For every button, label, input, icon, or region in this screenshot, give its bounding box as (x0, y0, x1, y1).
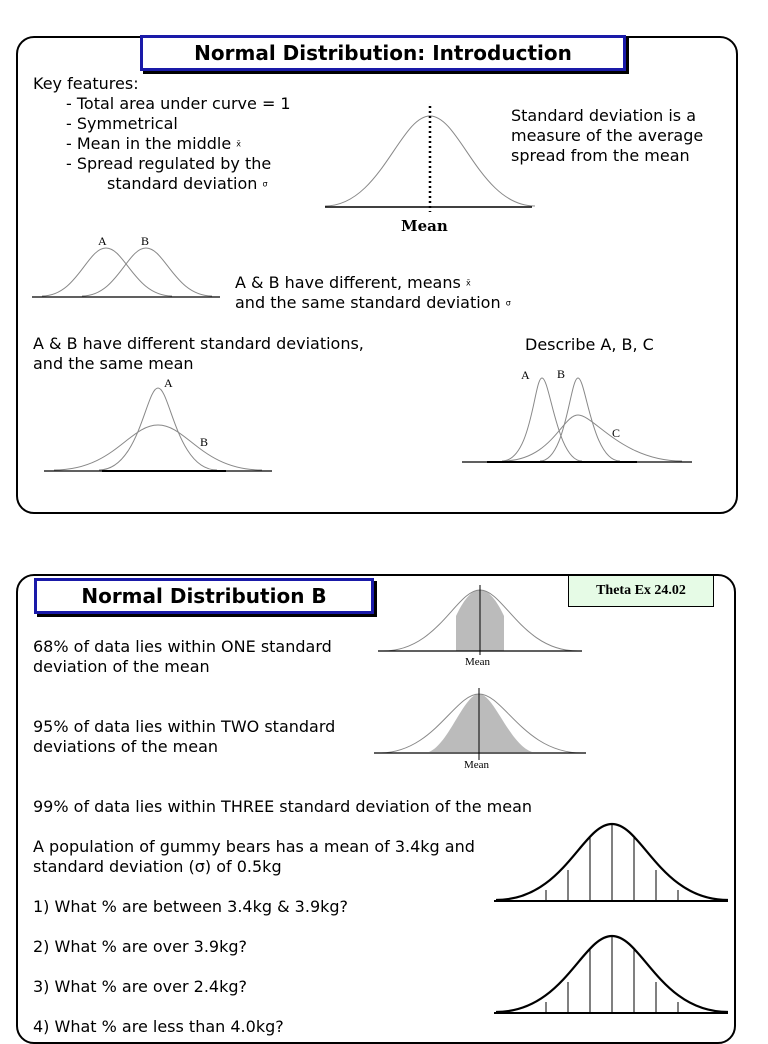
feature-item: - Spread regulated by the (66, 154, 272, 173)
sd-curve-diagram-1 (494, 820, 730, 906)
sd-curve-diagram-2 (494, 932, 730, 1018)
mean-label: Mean (401, 217, 448, 235)
describe-text: Describe A, B, C (525, 335, 654, 354)
question-4: 4) What % are less than 4.0kg? (33, 1017, 284, 1036)
sd-description: Standard deviation is a (511, 106, 696, 125)
describe-abc-diagram (462, 370, 694, 466)
curve-a (42, 248, 172, 296)
curve-b-wide (54, 425, 262, 470)
curve-95-diagram (374, 688, 588, 760)
feature-item: standard deviation σ (107, 174, 268, 193)
question-3: 3) What % are over 2.4kg? (33, 977, 248, 996)
rule-99: 99% of data lies within THREE standard deviation of the mean (33, 797, 533, 816)
curve-c (502, 415, 682, 461)
feature-item: - Total area under curve = 1 (66, 94, 291, 113)
label-b: B (141, 234, 150, 248)
sd-description: spread from the mean (511, 146, 690, 165)
slide-b-title: Normal Distribution B (34, 578, 374, 614)
rule-95: 95% of data lies within TWO standard (33, 717, 336, 736)
mean-label: Mean (465, 656, 491, 668)
diff-means-text: and the same standard deviation σ (235, 293, 511, 312)
diff-means-text: A & B have different, means x̄ (235, 273, 471, 292)
question-1: 1) What % are between 3.4kg & 3.9kg? (33, 897, 349, 916)
label-a: A (98, 234, 107, 248)
diff-means-diagram (32, 240, 222, 304)
curve-b (82, 248, 212, 296)
diff-sd-diagram (44, 380, 274, 480)
shaded-95-area (429, 694, 532, 752)
curve-a (502, 378, 582, 461)
feature-item: - Mean in the middle x̄ (66, 134, 242, 153)
question-2: 2) What % are over 3.9kg? (33, 937, 248, 956)
diff-sd-text: and the same mean (33, 354, 194, 373)
mean-label: Mean (464, 759, 490, 771)
label-a: A (521, 368, 530, 382)
mean-symbol: x̄ (236, 139, 242, 149)
curve-a-narrow (99, 388, 217, 470)
slide-intro-title: Normal Distribution: Introduction (140, 35, 626, 71)
diff-sd-text: A & B have different standard deviations, (33, 334, 364, 353)
key-features-heading: Key features: (33, 74, 139, 93)
curve-b (540, 378, 620, 461)
feature-item: - Symmetrical (66, 114, 178, 133)
rule-68: 68% of data lies within ONE standard (33, 637, 332, 656)
curve-68-diagram (378, 585, 588, 657)
exercise-badge: Theta Ex 24.02 (568, 575, 714, 607)
label-b: B (200, 435, 209, 449)
rule-95: deviations of the mean (33, 737, 219, 756)
problem-text: standard deviation (σ) of 0.5kg (33, 857, 282, 876)
sigma-symbol: σ (505, 298, 511, 308)
sigma-symbol: σ (262, 179, 268, 189)
mean-symbol: x̄ (465, 278, 471, 288)
normal-curve-mean-diagram (320, 100, 540, 220)
label-b: B (557, 367, 566, 381)
label-c: C (612, 426, 621, 440)
problem-text: A population of gummy bears has a mean of 3.4kg and (33, 837, 475, 856)
label-a: A (164, 376, 173, 390)
rule-68: deviation of the mean (33, 657, 210, 676)
sd-description: measure of the average (511, 126, 704, 145)
